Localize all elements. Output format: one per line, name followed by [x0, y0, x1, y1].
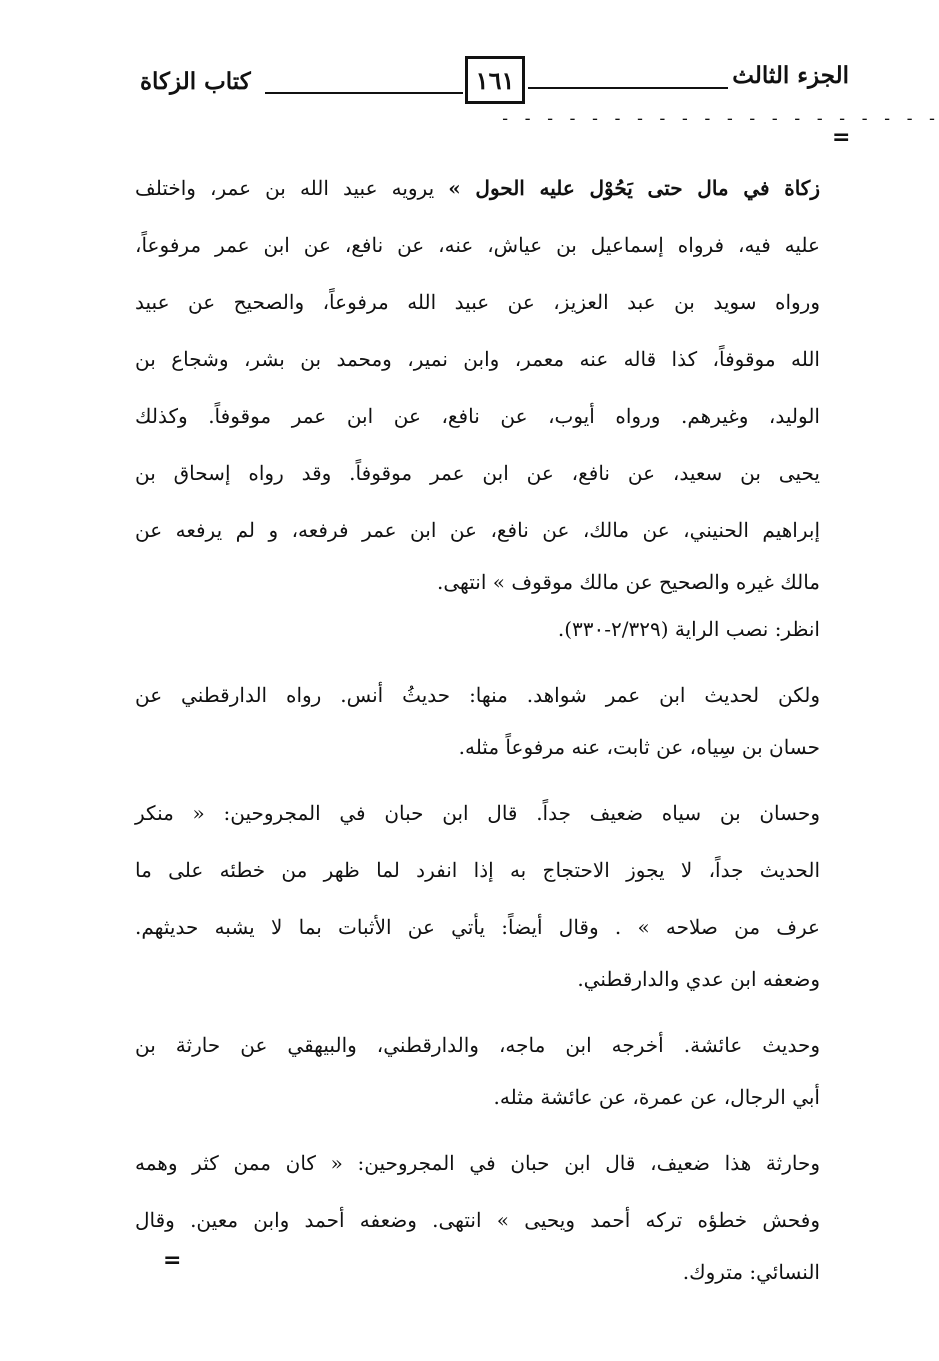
- text-line-7: إبراهيم الحنيني، عن مالك، عن نافع، عن ابن عمر فرفعه، و لم يرفعه عن: [135, 518, 820, 542]
- header-rule-right: [528, 87, 728, 89]
- book-title: كتاب الزكاة: [140, 68, 251, 95]
- text-line-10: ولكن لحديث ابن عمر شواهد. منها: حديثُ أنس. رواه الدارقطني عن: [135, 683, 820, 707]
- text-line-14: عرف من صلاحه » . وقال أيضاً: يأتي عن الأثبات بما لا يشبه حديثهم.: [135, 915, 820, 939]
- body-text: [135, 160, 820, 1296]
- continuation-mark-bottom: =: [163, 1248, 182, 1273]
- text-line-13: الحديث جداً، لا يجوز الاحتجاج به إذا انفرد لما ظهر من خطئه على ما: [135, 858, 820, 882]
- reference-line: انظر: نصب الراية (٢/٣٢٩-٣٣٠).: [557, 617, 820, 641]
- text-line-19: وفحش خطؤه تركه أحمد ويحيى » انتهى. وضعفه أحمد وابن معين. وقال: [135, 1208, 820, 1232]
- text-line-15: وضعفه ابن عدي والدارقطني.: [577, 967, 820, 991]
- text-line-11: حسان بن سِياه، عن ثابت، عنه مرفوعاً مثله.: [458, 735, 820, 759]
- text-line-6: يحيى بن سعيد، عن نافع، عن ابن عمر موقوفاً. وقد رواه إسحاق بن: [135, 461, 820, 485]
- text-line-5: الوليد، وغيرهم. ورواه أيوب، عن نافع، عن ابن عمر موقوفاً. وكذلك: [135, 404, 820, 428]
- text-line-18: وحارثة هذا ضعيف، قال ابن حبان في المجروحين: « كان ممن كثر وهمه: [135, 1151, 820, 1175]
- text-line-3: ورواه سويد بن عبد العزيز، عن عبيد الله مرفوعاً، والصحيح عن عبيد: [135, 290, 820, 314]
- page-number-box: [465, 56, 525, 104]
- text-line-20: النسائي: متروك.: [682, 1260, 820, 1284]
- text-line-8: مالك غيره والصحيح عن مالك موقوف » انتهى.: [437, 570, 820, 594]
- continuation-mark-top: =: [832, 125, 851, 150]
- separator-dashes: - - - - - - - - - - - - - - - - - - - -: [500, 109, 939, 129]
- text-line-4: الله موقوفاً، كذا قاله عنه معمر، وابن نمير، ومحمد بن بشر، وشجاع بن: [135, 347, 820, 371]
- text-line-2: عليه فيه، فرواه إسماعيل بن عياش، عنه، عن نافع، عن ابن عمر مرفوعاً،: [135, 233, 820, 257]
- text-line-16: وحديث عائشة. أخرجه ابن ماجه، والدارقطني، والبيهقي عن حارثة بن: [135, 1033, 820, 1057]
- page-number: ١٦١: [475, 65, 515, 95]
- text-line-1: زكاة في مال حتى يَحُوْل عليه الحول » يرويه عبيد الله بن عمر، واختلف: [135, 176, 820, 200]
- text-line-17: أبي الرجال، عن عمرة، عن عائشة مثله.: [493, 1085, 820, 1109]
- part-title: الجزء الثالث: [732, 62, 849, 89]
- hadith-quote: زكاة في مال حتى يَحُوْل عليه الحول »: [448, 176, 820, 200]
- text-line-12: وحسان بن سياه ضعيف جداً. قال ابن حبان في المجروحين: « منكر: [135, 801, 820, 825]
- header-rule-left: [265, 92, 463, 94]
